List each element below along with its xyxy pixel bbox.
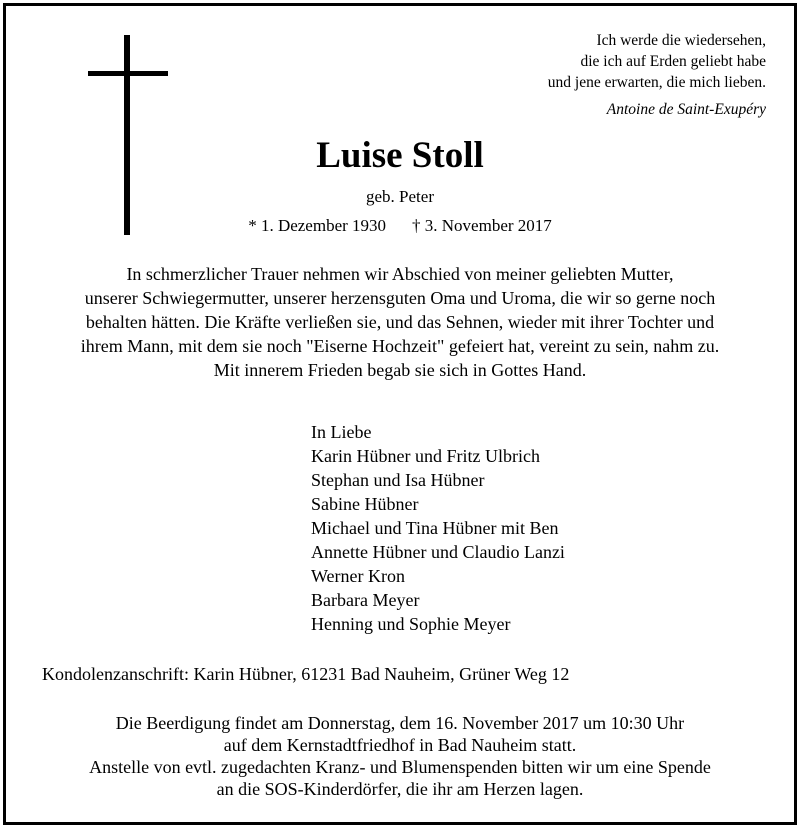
deceased-name: Luise Stoll [316, 135, 484, 176]
mourner-name: Stephan und Isa Hübner [311, 470, 485, 490]
birth-date: * 1. Dezember 1930 [248, 216, 387, 235]
mourner-name: Barbara Meyer [311, 590, 420, 610]
funeral-line: auf dem Kernstadtfriedhof in Bad Nauheim statt. [223, 735, 577, 755]
message-line: ihrem Mann, mit dem sie noch "Eiserne Hochzeit" gefeiert hat, vereint zu sein, nahm zu. [80, 336, 720, 356]
farewell-message [20, 262, 780, 382]
mourners-list [311, 420, 565, 636]
mourner-name: Annette Hübner und Claudio Lanzi [311, 542, 565, 562]
birth-name: geb. Peter [366, 187, 434, 206]
death-date: † 3. November 2017 [412, 216, 552, 235]
funeral-line: Die Beerdigung findet am Donnerstag, dem 16. November 2017 um 10:30 Uhr [115, 713, 685, 733]
message-line: behalten hätten. Die Kräfte verließen sie, und das Sehnen, wieder mit ihrer Tochter und [85, 312, 715, 332]
message-line: In schmerzlicher Trauer nehmen wir Abschied von meiner geliebten Mutter, [126, 264, 674, 284]
quote-line: die ich auf Erden geliebt habe [580, 53, 766, 70]
mourner-name: Michael und Tina Hübner mit Ben [311, 518, 559, 538]
mourner-name: Karin Hübner und Fritz Ulbrich [311, 446, 540, 466]
funeral-line: Anstelle von evtl. zugedachten Kranz- und Blumenspenden bitten wir um eine Spende [89, 757, 711, 777]
quote-line: Ich werde die wiedersehen, [596, 32, 766, 49]
mourner-name: Werner Kron [311, 566, 406, 586]
mourners-intro: In Liebe [311, 422, 372, 442]
quote-block [470, 30, 766, 120]
funeral-line: an die SOS-Kinderdörfer, die ihr am Herzen lagen. [216, 779, 584, 799]
mourner-name: Sabine Hübner [311, 494, 419, 514]
message-line: Mit innerem Frieden begab sie sich in Gottes Hand. [213, 360, 587, 380]
message-line: unserer Schwiegermutter, unserer herzensguten Oma und Uroma, die wir so gerne noch [84, 288, 716, 308]
quote-author: Antoine de Saint-Exupéry [606, 101, 766, 118]
condolence-address: Kondolenzanschrift: Karin Hübner, 61231 Bad Nauheim, Grüner Weg 12 [42, 664, 570, 684]
quote-line: und jene erwarten, die mich lieben. [547, 74, 766, 91]
funeral-info [20, 712, 780, 800]
mourner-name: Henning und Sophie Meyer [311, 614, 511, 634]
life-dates [0, 215, 800, 237]
